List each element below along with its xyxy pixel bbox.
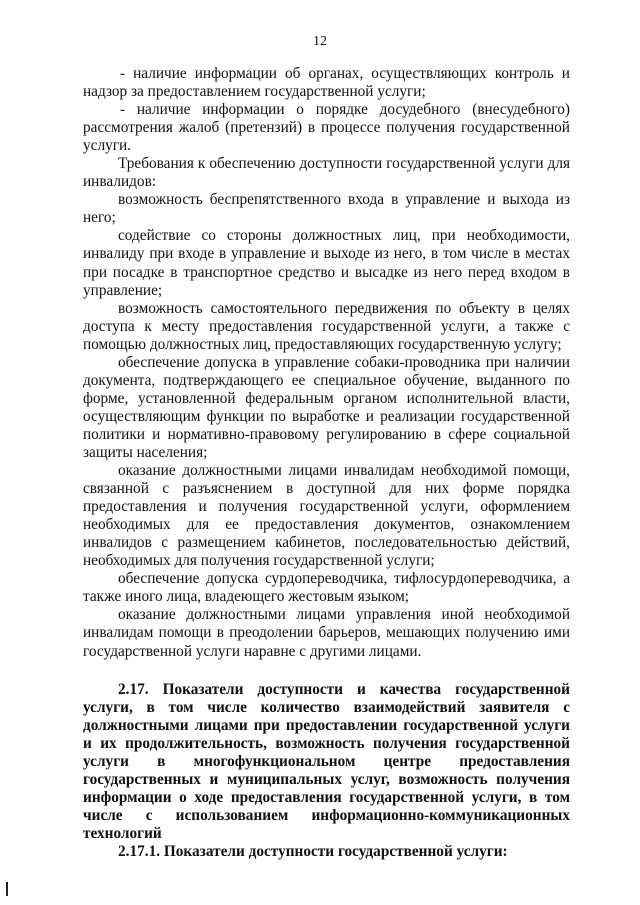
- document-body: [83, 65, 570, 861]
- paragraph-control-info: - наличие информации об органах, осуществляющих контроль и надзор за предоставлением государственной услуги;: [83, 65, 570, 101]
- paragraph-accessibility-requirements: Требования к обеспечению доступности государственной услуги для инвалидов:: [83, 155, 570, 191]
- section-spacer: [83, 661, 570, 681]
- paragraph-staff-assistance: содействие со стороны должностных лиц, при необходимости, инвалиду при входе в управление и выходе из него, в том числе в местах при посадке в транспортное средство и высадке из него перед входом в управление;: [83, 227, 570, 299]
- paragraph-guide-dog: обеспечение допуска в управление собаки-проводника при наличии документа, подтверждающего ее специальное обучение, выданного по форме, установленной федеральным органом исполнительной власти, осуществляющим функции по выработке и реализации государственной политики и нормативно-правовому регулированию в сфере социальной защиты населения;: [83, 353, 570, 461]
- paragraph-complaint-info: - наличие информации о порядке досудебного (внесудебного) рассмотрения жалоб (претензий) в процессе получения государственной услуги.: [83, 101, 570, 155]
- section-heading-2-17-1: 2.17.1. Показатели доступности государственной услуги:: [118, 842, 508, 860]
- section-heading-2-17: 2.17. Показатели доступности и качества государственной услуги, в том числе количество взаимодействий заявителя с должностными лицами при предоставлении государственной услуги и их продолжительность, возможность получения государственной услуги в многофункциональном центре предоставления государственных и муниципальных услуг, возможность получения информации о ходе предоставления государственной услуги, в том числе с использованием информационно-коммуникационных технологий: [83, 680, 570, 842]
- paragraph-barrier-help: оказание должностными лицами управления иной необходимой инвалидам помощи в преодолении барьеров, мешающих получению ими государственной услуги наравне с другими лицами.: [83, 606, 570, 660]
- paragraph-independent-movement: возможность самостоятельного передвижения по объекту в целях доступа к месту предоставления государственной услуги, а также с помощью должностных лиц, предоставляющих государственную услугу;: [83, 299, 570, 353]
- page-number: 12: [313, 34, 327, 49]
- paragraph-unobstructed-entry: возможность беспрепятственного входа в управление и выхода из него;: [83, 191, 570, 227]
- scan-edge-mark: [6, 882, 8, 896]
- paragraph-staff-help-explanation: оказание должностными лицами инвалидам необходимой помощи, связанной с разъяснением в доступной для них форме порядка предоставления и получения государственной услуги, оформлением необходимых для ее предоставления документов, ознакомлением инвалидов с размещением кабинетов, последовательностью действий, необходимых для получения государственной услуги;: [83, 462, 570, 570]
- paragraph-sign-interpreter: обеспечение допуска сурдопереводчика, тифлосурдопереводчика, а также иного лица, владеющего жестовым языком;: [83, 570, 570, 606]
